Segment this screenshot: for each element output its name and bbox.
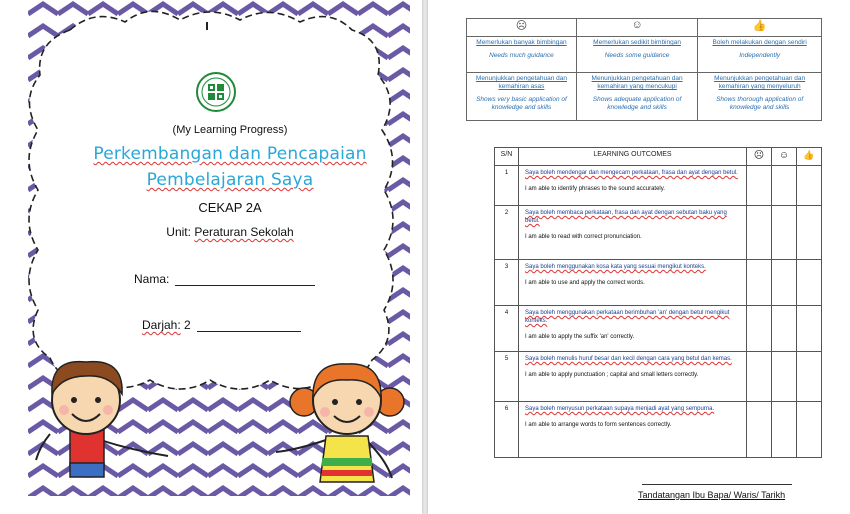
nama-blank (175, 275, 315, 286)
legend-cell (467, 73, 577, 121)
rating-cell[interactable] (797, 352, 822, 402)
outcome-malay: Saya boleh menggunakan perkataan berimbuhan 'an' dengan betul mengikut konteks. (525, 310, 730, 324)
unit-line (80, 225, 380, 239)
rating-sad-icon: ☹ (747, 148, 772, 166)
table-row (495, 402, 822, 458)
girl-illustration (276, 350, 416, 490)
rating-legend-table (466, 18, 822, 121)
rating-cell[interactable] (797, 402, 822, 458)
legend-main-text: Menunjukkan pengetahuan dan kemahiran yang mencukupi (591, 75, 683, 90)
rating-smile-icon: ☺ (772, 148, 797, 166)
learning-outcomes-table (494, 147, 822, 458)
row-number: 6 (495, 402, 519, 458)
outcome-cell (519, 260, 747, 306)
school-logo (196, 72, 236, 112)
row-number: 1 (495, 166, 519, 206)
rating-cell[interactable] (772, 306, 797, 352)
signature-label: Tandatangan Ibu Bapa/ Waris/ Tarikh (638, 490, 786, 500)
cover-page (0, 0, 422, 514)
legend-cell (467, 37, 577, 73)
outcome-cell (519, 206, 747, 260)
outcome-cell (519, 402, 747, 458)
darjah-label: Darjah: (142, 318, 181, 332)
cursor-mark (206, 22, 208, 30)
legend-sub-text: Shows thorough application of knowledge and skills (716, 96, 804, 111)
rating-cell[interactable] (772, 352, 797, 402)
outcome-cell (519, 352, 747, 402)
outcome-english: I am able to read with correct pronunciation. (525, 234, 642, 240)
legend-header-thumbs-up-icon: 👍 (698, 19, 822, 37)
table-row (495, 352, 822, 402)
row-number: 5 (495, 352, 519, 402)
rating-cell[interactable] (797, 166, 822, 206)
legend-sub-text: Needs much guidance (489, 52, 554, 59)
outcomes-page (428, 0, 850, 514)
outcome-malay: Saya boleh menyusun perkataan supaya menjadi ayat yang sempurna. (525, 406, 715, 412)
legend-main-text: Memerlukan banyak bimbingan (476, 39, 567, 46)
darjah-blank (197, 321, 301, 332)
boy-illustration (30, 338, 170, 488)
rating-cell[interactable] (772, 166, 797, 206)
rating-cell[interactable] (747, 306, 772, 352)
legend-cell (698, 37, 822, 73)
legend-main-text: Memerlukan sedikit bimbingan (593, 39, 681, 46)
rating-cell[interactable] (797, 306, 822, 352)
legend-cell (576, 73, 697, 121)
rating-cell[interactable] (747, 166, 772, 206)
table-row (495, 260, 822, 306)
darjah-value: 2 (184, 318, 191, 332)
table-row (495, 206, 822, 260)
legend-sub-text: Shows very basic application of knowledge and skills (476, 96, 567, 111)
legend-main-text: Menunjukkan pengetahuan dan kemahiran asas (475, 75, 567, 90)
row-number: 4 (495, 306, 519, 352)
outcome-english: I am able to arrange words to form sentences correctly. (525, 422, 672, 428)
nama-field (134, 272, 315, 286)
rating-cell[interactable] (747, 206, 772, 260)
rating-cell[interactable] (747, 260, 772, 306)
outcome-malay: Saya boleh menggunakan kosa kata yang sesuai mengikut konteks. (525, 264, 706, 270)
outcome-english: I am able to apply the suffix 'an' correctly. (525, 334, 635, 340)
legend-cell (576, 37, 697, 73)
rating-cell[interactable] (797, 260, 822, 306)
lo-header: LEARNING OUTCOMES (519, 148, 747, 166)
rating-thumbs-up-icon: 👍 (797, 148, 822, 166)
outcome-english: I am able to use and apply the correct words. (525, 280, 645, 286)
title-line-1: Perkembangan dan Pencapaian (93, 144, 367, 164)
outcome-english: I am able to apply punctuation ; capital and small letters correctly. (525, 372, 699, 378)
row-number: 3 (495, 260, 519, 306)
progress-subtitle: (My Learning Progress) (172, 124, 288, 136)
table-row (495, 306, 822, 352)
signature-line (642, 484, 792, 485)
legend-main-text: Menunjukkan pengetahuan dan kemahiran yang menyeluruh (714, 75, 806, 90)
title-line-2: Pembelajaran Saya (146, 170, 314, 190)
outcome-malay: Saya boleh membaca perkataan, frasa dan ayat dengan sebutan baku yang betul. (525, 210, 727, 224)
rating-cell[interactable] (797, 206, 822, 260)
outcome-malay: Saya boleh menulis huruf besar dan kecil dengan cara yang betul dan kemas. (525, 356, 732, 362)
outcome-malay: Saya boleh mendengar dan mengecam perkataan, frasa dan ayat dengan betul. (525, 170, 738, 176)
nama-label: Nama: (134, 272, 170, 286)
legend-header-sad-icon: ☹ (467, 19, 577, 37)
legend-sub-text: Shows adequate application of knowledge and skills (592, 96, 682, 111)
legend-cell (698, 73, 822, 121)
cekap-label: CEKAP 2A (198, 200, 262, 215)
unit-value: Peraturan Sekolah (194, 225, 294, 239)
rating-cell[interactable] (772, 402, 797, 458)
outcome-english: I am able to identify phrases to the sound accurately. (525, 186, 665, 192)
legend-main-text: Boleh melakukan dengan sendiri (712, 39, 807, 46)
legend-header-smile-icon: ☺ (576, 19, 697, 37)
table-row (495, 166, 822, 206)
rating-cell[interactable] (747, 402, 772, 458)
unit-label: Unit: (166, 225, 191, 239)
row-number: 2 (495, 206, 519, 260)
legend-sub-text: Independently (739, 52, 781, 59)
outcome-cell (519, 306, 747, 352)
rating-cell[interactable] (747, 352, 772, 402)
rating-cell[interactable] (772, 206, 797, 260)
outcome-cell (519, 166, 747, 206)
rating-cell[interactable] (772, 260, 797, 306)
darjah-field (142, 318, 301, 332)
sn-header: S/N (495, 148, 519, 166)
legend-sub-text: Needs some guidance (604, 52, 670, 59)
